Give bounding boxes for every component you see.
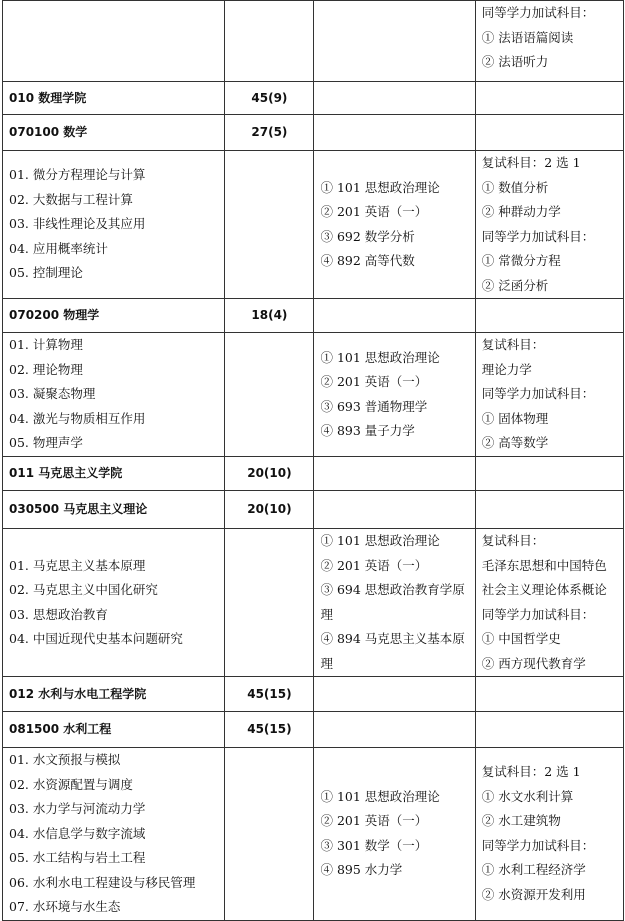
directions-cell bbox=[3, 333, 225, 457]
major-row bbox=[3, 491, 624, 529]
major-name: 070200 物理学 bbox=[3, 299, 225, 333]
retest-line: 复试科目：2 选 1 bbox=[481, 155, 581, 170]
enrollment-count: 18(4) bbox=[225, 299, 314, 333]
retest-line: ② 高等数学 bbox=[481, 435, 549, 451]
direction-item: 05. 控制理论 bbox=[9, 265, 83, 281]
retest-line: ① 水文水利计算 bbox=[481, 788, 574, 804]
college-row bbox=[3, 82, 624, 115]
exam-item: ③ 692 数学分析 bbox=[320, 228, 415, 244]
retest-line: 复试科目：2 选 1 bbox=[481, 764, 581, 780]
retest-line: ② 种群动力学 bbox=[481, 204, 561, 219]
retest-line: ② 水工建筑物 bbox=[481, 813, 561, 829]
direction-item: 03. 凝聚态物理 bbox=[9, 386, 96, 402]
major-name: 081500 水利工程 bbox=[3, 712, 225, 748]
exam-item: ④ 894 马克思主义基本原理 bbox=[320, 631, 465, 671]
exams-cell bbox=[314, 333, 475, 457]
enrollment-count: 45(9) bbox=[225, 82, 314, 115]
major-name: 030500 马克思主义理论 bbox=[3, 491, 225, 529]
directions-cell bbox=[3, 529, 225, 677]
exam-item: ③ 693 普通物理学 bbox=[320, 398, 428, 414]
direction-item: 02. 大数据与工程计算 bbox=[9, 191, 133, 207]
college-row bbox=[3, 457, 624, 491]
enrollment-count: 27(5) bbox=[225, 115, 314, 151]
retest-line: 同等学力加试科目： bbox=[481, 837, 595, 853]
retest-line: ② 水资源开发利用 bbox=[481, 886, 586, 902]
retest-line: 同等学力加试科目： bbox=[481, 386, 595, 402]
direction-item: 04. 水信息学与数字流域 bbox=[9, 825, 146, 841]
major-row bbox=[3, 712, 624, 748]
retest-line: ② 法语听力 bbox=[481, 54, 549, 69]
retest-line: 复试科目： bbox=[481, 533, 545, 548]
direction-item: 05. 物理声学 bbox=[9, 435, 83, 451]
table-row bbox=[3, 748, 624, 921]
retest-line: 复试科目： bbox=[481, 337, 545, 353]
retest-line: ① 常微分方程 bbox=[481, 253, 561, 268]
enrollment-count: 20(10) bbox=[225, 457, 314, 491]
exams-cell bbox=[314, 529, 475, 677]
exam-item: ② 201 英语（一） bbox=[320, 374, 428, 389]
college-name: 010 数理学院 bbox=[3, 82, 225, 115]
exams-cell bbox=[314, 1, 475, 82]
retest-cell bbox=[475, 151, 623, 299]
major-row bbox=[3, 299, 624, 333]
retest-cell bbox=[475, 1, 623, 82]
retest-line: 同等学力加试科目： bbox=[481, 5, 595, 20]
count-cell bbox=[225, 1, 314, 82]
direction-item: 06. 水利水电工程建设与移民管理 bbox=[9, 874, 196, 890]
table-row bbox=[3, 529, 624, 677]
college-name: 012 水利与水电工程学院 bbox=[3, 677, 225, 712]
enrollment-count: 45(15) bbox=[225, 677, 314, 712]
admission-table bbox=[2, 0, 624, 921]
exam-item: ④ 895 水力学 bbox=[320, 862, 403, 878]
direction-item: 02. 理论物理 bbox=[9, 361, 83, 377]
college-name: 011 马克思主义学院 bbox=[3, 457, 225, 491]
exam-item: ④ 892 高等代数 bbox=[320, 253, 415, 268]
direction-item: 03. 非线性理论及其应用 bbox=[9, 216, 146, 232]
retest-line: 同等学力加试科目： bbox=[481, 228, 595, 244]
exams-cell bbox=[314, 748, 475, 921]
direction-item: 01. 微分方程理论与计算 bbox=[9, 167, 146, 183]
major-row bbox=[3, 115, 624, 151]
table-row bbox=[3, 1, 624, 82]
retest-line: ② 泛函分析 bbox=[481, 277, 549, 293]
direction-item: 03. 水力学与河流动力学 bbox=[9, 801, 146, 816]
retest-line: ① 水利工程经济学 bbox=[481, 862, 586, 878]
retest-cell bbox=[475, 333, 623, 457]
direction-item: 01. 计算物理 bbox=[9, 337, 83, 353]
exams-cell bbox=[314, 151, 475, 299]
directions-cell bbox=[3, 748, 225, 921]
table-row bbox=[3, 151, 624, 299]
direction-item: 03. 思想政治教育 bbox=[9, 606, 108, 622]
exam-item: ① 101 思想政治理论 bbox=[320, 533, 440, 548]
direction-item: 01. 水文预报与模拟 bbox=[9, 752, 121, 767]
retest-line: ② 西方现代教育学 bbox=[481, 655, 586, 671]
retest-cell bbox=[475, 529, 623, 677]
exam-item: ① 101 思想政治理论 bbox=[320, 788, 440, 804]
directions-cell bbox=[3, 151, 225, 299]
exam-item: ② 201 英语（一） bbox=[320, 813, 428, 829]
retest-line: 同等学力加试科目： bbox=[481, 606, 595, 622]
direction-item: 05. 水工结构与岩土工程 bbox=[9, 850, 146, 865]
college-row bbox=[3, 677, 624, 712]
direction-item: 01. 马克思主义基本原理 bbox=[9, 557, 146, 573]
retest-line: 理论力学 bbox=[481, 361, 532, 377]
retest-cell bbox=[475, 748, 623, 921]
retest-line: 毛泽东思想和中国特色社会主义理论体系概论 bbox=[481, 557, 607, 597]
exam-item: ④ 893 量子力学 bbox=[320, 423, 415, 438]
enrollment-count: 20(10) bbox=[225, 491, 314, 529]
retest-line: ① 中国哲学史 bbox=[481, 631, 561, 646]
direction-item: 02. 水资源配置与调度 bbox=[9, 776, 133, 792]
enrollment-count: 45(15) bbox=[225, 712, 314, 748]
direction-item: 07. 水环境与水生态 bbox=[9, 899, 121, 914]
retest-line: ① 法语语篇阅读 bbox=[481, 29, 574, 45]
retest-line: ① 数值分析 bbox=[481, 179, 549, 195]
direction-item: 02. 马克思主义中国化研究 bbox=[9, 582, 158, 597]
direction-item: 04. 中国近现代史基本问题研究 bbox=[9, 631, 183, 646]
exam-item: ② 201 英语（一） bbox=[320, 204, 428, 219]
retest-line: ① 固体物理 bbox=[481, 410, 549, 426]
direction-item: 04. 激光与物质相互作用 bbox=[9, 410, 146, 426]
direction-item: 04. 应用概率统计 bbox=[9, 240, 108, 256]
table-row bbox=[3, 333, 624, 457]
exam-item: ③ 301 数学（一） bbox=[320, 837, 428, 853]
directions-cell bbox=[3, 1, 225, 82]
major-name: 070100 数学 bbox=[3, 115, 225, 151]
exam-item: ① 101 思想政治理论 bbox=[320, 349, 440, 365]
exam-item: ② 201 英语（一） bbox=[320, 557, 428, 573]
exam-item: ③ 694 思想政治教育学原理 bbox=[320, 582, 465, 622]
exam-item: ① 101 思想政治理论 bbox=[320, 179, 440, 195]
